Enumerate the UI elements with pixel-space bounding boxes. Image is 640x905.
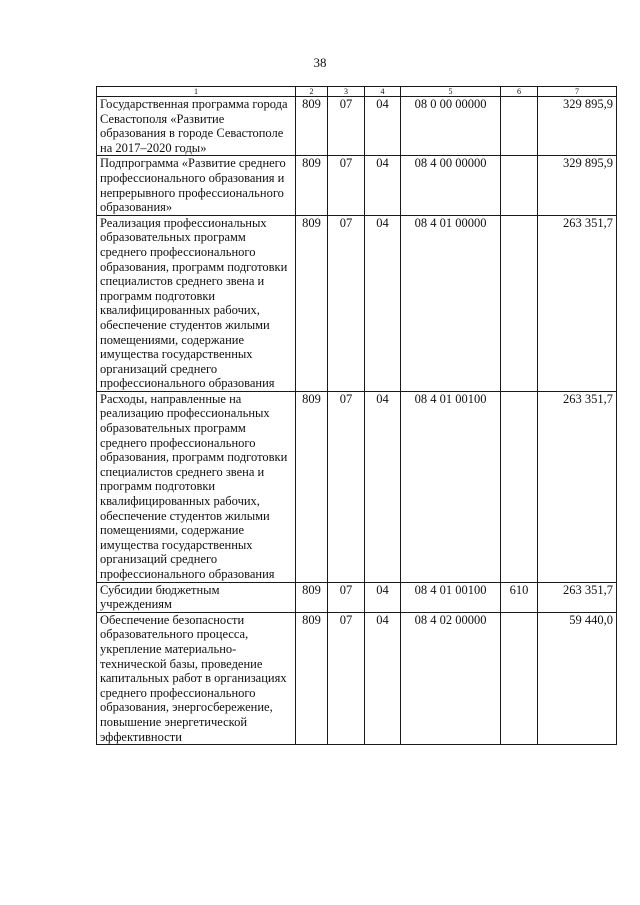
row-vr <box>501 612 538 744</box>
table-row <box>97 582 617 612</box>
row-pr: 04 <box>365 215 401 391</box>
col-header-7: 7 <box>538 87 617 97</box>
row-rz: 07 <box>328 156 365 215</box>
row-ved: 809 <box>296 97 328 156</box>
row-rz: 07 <box>328 582 365 612</box>
row-ved: 809 <box>296 215 328 391</box>
table-row <box>97 612 617 744</box>
row-pr: 04 <box>365 391 401 582</box>
row-sum: 263 351,7 <box>538 391 617 582</box>
row-vr <box>501 391 538 582</box>
row-rz: 07 <box>328 215 365 391</box>
col-header-4: 4 <box>365 87 401 97</box>
row-vr <box>501 97 538 156</box>
row-csr: 08 4 00 00000 <box>401 156 501 215</box>
row-pr: 04 <box>365 582 401 612</box>
row-csr: 08 0 00 00000 <box>401 97 501 156</box>
row-sum: 263 351,7 <box>538 582 617 612</box>
row-rz: 07 <box>328 612 365 744</box>
table-row <box>97 97 617 156</box>
row-sum: 329 895,9 <box>538 156 617 215</box>
row-sum: 263 351,7 <box>538 215 617 391</box>
table-row <box>97 215 617 391</box>
table-header-row <box>97 87 617 97</box>
table-row <box>97 156 617 215</box>
row-name: Обеспечение безопасности образовательного процесса, укрепление материально-технической базы, проведение капитальных работ в организациях среднего профессионального образования, энергосбережение, повышение энергетической эффективности <box>97 612 296 744</box>
row-name: Расходы, направленные на реализацию профессиональных образовательных программ среднего профессионального образования, программ подготовки специалистов среднего звена и программ подготовки квалифицированных рабочих, обеспечение студентов жилыми помещениями, содержание имущества государственных организаций среднего профессионального образования <box>97 391 296 582</box>
col-header-3: 3 <box>328 87 365 97</box>
table-row <box>97 391 617 582</box>
row-vr <box>501 156 538 215</box>
row-pr: 04 <box>365 612 401 744</box>
row-name: Субсидии бюджетным учреждениям <box>97 582 296 612</box>
row-csr: 08 4 01 00100 <box>401 391 501 582</box>
budget-table <box>96 86 617 745</box>
row-csr: 08 4 01 00000 <box>401 215 501 391</box>
row-csr: 08 4 02 00000 <box>401 612 501 744</box>
page-number: 38 <box>313 55 327 70</box>
row-ved: 809 <box>296 391 328 582</box>
row-rz: 07 <box>328 97 365 156</box>
row-ved: 809 <box>296 156 328 215</box>
row-csr: 08 4 01 00100 <box>401 582 501 612</box>
col-header-5: 5 <box>401 87 501 97</box>
row-ved: 809 <box>296 582 328 612</box>
row-pr: 04 <box>365 156 401 215</box>
row-pr: 04 <box>365 97 401 156</box>
col-header-2: 2 <box>296 87 328 97</box>
row-name: Подпрограмма «Развитие среднего профессионального образования и непрерывного профессионального образования» <box>97 156 296 215</box>
col-header-1: 1 <box>97 87 296 97</box>
row-vr <box>501 215 538 391</box>
row-sum: 59 440,0 <box>538 612 617 744</box>
row-sum: 329 895,9 <box>538 97 617 156</box>
row-rz: 07 <box>328 391 365 582</box>
row-vr: 610 <box>501 582 538 612</box>
row-ved: 809 <box>296 612 328 744</box>
row-name: Государственная программа города Севастополя «Развитие образования в городе Севастополе на 2017–2020 годы» <box>97 97 296 156</box>
row-name: Реализация профессиональных образовательных программ среднего профессионального образования, программ подготовки специалистов среднего звена и программ подготовки квалифицированных рабочих, обеспечение студентов жилыми помещениями, содержание имущества государственных организаций среднего профессионального образования <box>97 215 296 391</box>
col-header-6: 6 <box>501 87 538 97</box>
